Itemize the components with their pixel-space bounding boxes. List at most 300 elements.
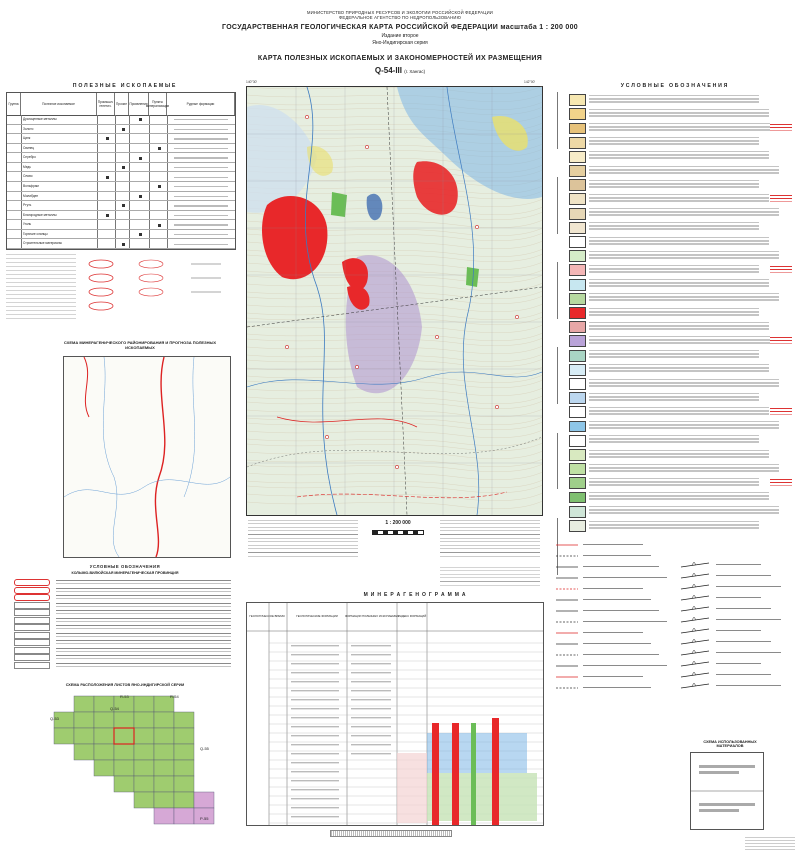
line-symbol <box>555 672 579 682</box>
legend-text <box>589 108 769 119</box>
legend-row <box>545 106 795 120</box>
legend-text <box>589 363 769 374</box>
sheet-cell <box>114 760 134 776</box>
mineral-table-header-cell: Группа <box>7 93 21 115</box>
red-intrusion <box>262 196 327 279</box>
mineral-table-cell <box>149 125 167 134</box>
mineral-occurrence <box>285 345 288 348</box>
line-symbols <box>555 540 795 710</box>
line-symbol-text <box>583 664 667 668</box>
blue-lens <box>367 194 383 220</box>
legend-row <box>545 433 795 447</box>
mineral-table-cell <box>97 201 115 210</box>
contour-line <box>247 502 542 509</box>
occurrence-mark <box>158 147 161 150</box>
fault-tick <box>692 573 696 576</box>
sheet-cell <box>154 728 174 744</box>
formation-name <box>291 780 339 781</box>
contour-line <box>247 397 542 404</box>
legend-row <box>545 177 795 191</box>
legend-swatch <box>569 94 586 106</box>
mineral-table-cell <box>149 192 167 201</box>
mineral-table-row <box>7 220 235 230</box>
rudnaya-formatsiya-text <box>174 205 228 206</box>
line-symbol-text <box>583 675 643 679</box>
formation-name <box>291 753 339 754</box>
mineral-name: Горючие сланцы <box>23 231 48 236</box>
geochem-legend <box>6 252 234 327</box>
mineral-name: Молибден <box>23 193 39 198</box>
zoning-legend-row <box>10 638 235 645</box>
zoning-symbol <box>14 662 50 669</box>
sheet-cell <box>154 744 174 760</box>
sheet-cell-other <box>194 792 214 808</box>
formation-name <box>291 789 339 790</box>
sheet-cell <box>134 760 154 776</box>
sheet-cell <box>114 712 134 728</box>
legend-row <box>545 461 795 475</box>
occurrence-mark <box>139 157 142 160</box>
contour-line <box>247 431 542 438</box>
contour-line <box>247 473 542 480</box>
rudnaya-formatsiya-text <box>174 177 228 178</box>
fault-symbol-text <box>716 585 781 589</box>
fault-symbol-row <box>680 626 795 636</box>
line-symbol-text <box>583 653 659 657</box>
legend-swatch <box>569 321 586 333</box>
occurrence-mark <box>139 195 142 198</box>
mineral-table-cell <box>115 125 129 134</box>
mineral-table-cell <box>115 163 129 172</box>
line-symbol-row <box>555 551 675 561</box>
formation-name <box>291 735 339 736</box>
map-title: КАРТА ПОЛЕЗНЫХ ИСКОПАЕМЫХ И ЗАКОНОМЕРНОСТЕЙ ИХ РАЗМЕЩЕНИЯ <box>257 55 543 62</box>
mineral-table-cell <box>97 211 115 220</box>
legend-swatch <box>569 335 586 347</box>
legend-row <box>545 163 795 177</box>
fault-symbol <box>680 571 710 581</box>
legend-swatch <box>569 165 586 177</box>
line-symbol-row <box>555 650 675 660</box>
mineral-table-cell <box>97 192 115 201</box>
legend-swatch <box>569 392 586 404</box>
legend-row <box>545 418 795 432</box>
zoning-legend-row <box>10 608 235 615</box>
zoning-legend-text <box>56 624 231 629</box>
mineral-table-row <box>7 115 235 125</box>
sheet-cell <box>174 744 194 760</box>
mineral-table-cell <box>129 163 149 172</box>
legend-swatch <box>569 492 586 504</box>
map-footer-left <box>248 518 358 558</box>
anomaly-symbol <box>89 274 113 282</box>
mineral-name: Ртуть <box>23 203 32 208</box>
legend-text <box>589 406 769 417</box>
fault-symbol-text <box>716 662 761 666</box>
mineral-table-cell <box>167 220 235 229</box>
line-symbol <box>555 573 579 583</box>
sheet-cell <box>154 712 174 728</box>
legend-red-note <box>770 478 792 487</box>
fault-tick <box>692 628 696 631</box>
zoning-legend-text <box>56 617 231 622</box>
mineral-table-cell <box>115 144 129 153</box>
coord-top-left: 140°30' <box>246 80 258 84</box>
mineral-table-cell <box>97 220 115 229</box>
mineral-table-row <box>7 182 235 192</box>
sheets-layout-title: СХЕМА РАСПОЛОЖЕНИЯ ЛИСТОВ ЯНО-ИНДИГИРСКОЙ СЕРИИ <box>65 683 185 687</box>
geochem-legend-col1 <box>6 252 76 322</box>
mineral-table-cell <box>115 230 129 239</box>
fault-symbol-row <box>680 615 795 625</box>
legend-row <box>545 92 795 106</box>
scale-bar <box>372 530 424 535</box>
sheet-cell <box>114 744 134 760</box>
legend-swatch <box>569 421 586 433</box>
fault-tick <box>692 661 696 664</box>
zoning-legend-subheading: КОЛЫМО-ВИЛЮЙСКАЯ МИНЕРАГЕНИЧЕСКАЯ ПРОВИНЦИЯ <box>71 571 179 575</box>
sheets-layout-grid <box>50 690 230 840</box>
row-number <box>7 115 22 124</box>
sheet-cell <box>94 760 114 776</box>
map-footer-right <box>440 518 540 558</box>
legend-row <box>545 291 795 305</box>
fault-symbol-row <box>680 571 795 581</box>
minerals-heading: ПОЛЕЗНЫЕ ИСКОПАЕМЫЕ <box>72 83 178 89</box>
sheet-cell <box>134 696 154 712</box>
fault-tick <box>692 584 696 587</box>
fault-symbol <box>680 670 710 680</box>
row-number <box>7 172 22 181</box>
fault-symbol-text <box>716 596 761 600</box>
fault-tick <box>692 683 696 686</box>
occurrence-mark <box>106 176 109 179</box>
mineral-occurrence <box>475 225 478 228</box>
occurrence-mark <box>122 243 125 246</box>
mineral-table-row <box>7 125 235 135</box>
zoning-legend-text <box>56 609 231 614</box>
mineral-table-cell <box>97 115 115 124</box>
fault-symbol <box>680 626 710 636</box>
line-symbol-text <box>583 587 643 591</box>
fault-symbol <box>680 637 710 647</box>
legend-row <box>545 220 795 234</box>
line-symbol-text <box>583 642 651 646</box>
legend-red-note <box>770 265 792 274</box>
legend-swatch <box>569 264 586 276</box>
fault-symbol-text <box>716 607 771 611</box>
line-symbol-row <box>555 628 675 638</box>
occurrence-mark <box>139 233 142 236</box>
zoning-legend-text <box>56 654 231 659</box>
rudnaya-formatsiya-text <box>174 224 228 225</box>
contour-line <box>247 389 542 396</box>
geological-map <box>247 87 542 515</box>
mineral-table-row <box>7 230 235 240</box>
mineral-formation-name <box>351 672 391 673</box>
line-symbol-row <box>555 595 675 605</box>
imprint-block <box>745 836 795 850</box>
mineral-table-cell <box>129 211 149 220</box>
sheet-name: (г. Хангас) <box>404 69 426 74</box>
occurrence-mark <box>158 224 161 227</box>
sheet-cell <box>174 728 194 744</box>
occurrence-mark <box>139 118 142 121</box>
legend-text <box>589 434 759 445</box>
mineral-name: Строительные материалы <box>23 241 62 246</box>
occurrence-mark <box>158 185 161 188</box>
legend-text <box>589 335 779 346</box>
zoning-legend-row <box>10 601 235 608</box>
fault-symbol-text <box>716 640 771 644</box>
mineral-table-header-cell: Рудные формации <box>167 93 235 115</box>
mineral-table-header-cell: Пункты минерализации <box>149 93 167 115</box>
zoning-legend <box>10 578 235 670</box>
fault-symbol-text <box>716 563 761 567</box>
mineral-table-cell <box>129 144 149 153</box>
mineral-table-row <box>7 172 235 182</box>
sheet-cell <box>74 728 94 744</box>
anomaly-symbol <box>139 260 163 268</box>
mineral-table-cell <box>97 125 115 134</box>
anomaly-symbol <box>139 288 163 296</box>
rudnaya-formatsiya-text <box>174 138 228 139</box>
mineral-table-cell <box>115 239 129 248</box>
mineral-table-cell <box>115 220 129 229</box>
legend-text <box>589 505 779 516</box>
mineral-table-cell <box>167 153 235 162</box>
legend-text <box>589 236 769 247</box>
row-number <box>7 182 22 191</box>
line-symbol <box>555 595 579 605</box>
mineral-table-cell <box>149 115 167 124</box>
row-number <box>7 144 22 153</box>
mineral-table-cell <box>149 230 167 239</box>
mineral-name: Цинк <box>23 136 31 141</box>
geochem-symbols <box>81 252 231 327</box>
legend-swatch <box>569 279 586 291</box>
line-symbol-text <box>583 598 651 602</box>
legend-text <box>589 94 759 105</box>
sheet-label: R-54 <box>170 694 179 699</box>
fault-symbol <box>680 604 710 614</box>
sheet-cell <box>114 776 134 792</box>
zoning-scheme-map <box>63 356 231 558</box>
map-scale-text: 1 : 200 000 <box>385 520 411 526</box>
row-number <box>7 125 22 134</box>
contour-line <box>247 423 542 430</box>
sheet-cell <box>154 760 174 776</box>
pink-block <box>397 753 427 823</box>
line-symbol-row <box>555 683 675 693</box>
rudnaya-formatsiya-text <box>174 234 228 235</box>
formation-name <box>291 744 339 745</box>
mineral-table-cell <box>167 163 235 172</box>
sheet-cell <box>134 792 154 808</box>
line-symbol <box>555 683 579 693</box>
minerageny-header: ГЕОЛОГИЧЕСКИЕ ФОРМАЦИИ <box>296 614 338 618</box>
legend-text <box>589 420 779 431</box>
legend-row <box>545 149 795 163</box>
mineral-table-cell <box>97 182 115 191</box>
materials-text <box>699 765 755 768</box>
mineral-table-cell <box>149 144 167 153</box>
line-symbol <box>555 661 579 671</box>
zoning-legend-row <box>10 616 235 623</box>
mineral-table-cell <box>115 172 129 181</box>
minerageny-header: ГЕОЛОГИЧЕСКОЕ ВРЕМЯ <box>249 614 285 618</box>
materials-scheme <box>690 752 764 830</box>
mineral-table-cell <box>115 211 129 220</box>
mineral-table-cell <box>167 125 235 134</box>
line-symbol-row <box>555 617 675 627</box>
mineral-table-cell <box>115 192 129 201</box>
legend-text <box>589 449 769 460</box>
mineral-table-cell <box>115 182 129 191</box>
mineral-occurrence <box>495 405 498 408</box>
fault-symbol-row <box>680 681 795 691</box>
legend-row <box>545 489 795 503</box>
sheet-cell <box>134 776 154 792</box>
blue-block <box>427 733 527 773</box>
formation-name <box>291 798 339 799</box>
mineral-name: Серебро <box>23 155 36 160</box>
sheet-cell <box>154 792 174 808</box>
legend-row <box>545 206 795 220</box>
fault-symbol-row <box>680 648 795 658</box>
legend-red-note <box>770 123 792 132</box>
legend-row <box>545 248 795 262</box>
line-symbol-text <box>583 686 651 690</box>
fault-tick <box>692 617 696 620</box>
mineral-table-cell <box>167 115 235 124</box>
formation-name <box>291 717 339 718</box>
mineral-table-cell <box>97 134 115 143</box>
line-symbol-row <box>555 606 675 616</box>
sheet-cell <box>134 728 154 744</box>
mineral-table-cell <box>167 144 235 153</box>
legend-swatch <box>569 151 586 163</box>
legend-swatch <box>569 293 586 305</box>
legend-row <box>545 333 795 347</box>
contour-line <box>247 418 542 425</box>
materials-title: СХЕМА ИСПОЛЬЗОВАННЫХ МАТЕРИАЛОВ <box>703 740 757 748</box>
legend-swatch <box>569 378 586 390</box>
mineral-occurrence <box>515 315 518 318</box>
formation-name <box>291 681 339 682</box>
legend-text <box>589 150 769 161</box>
zoning-legend-text <box>56 647 231 652</box>
mineral-formation-name <box>351 717 391 718</box>
formation-name <box>291 762 339 763</box>
legend-text <box>589 392 759 403</box>
legend-row <box>545 518 795 532</box>
zoning-legend-text <box>56 662 231 667</box>
legend-text <box>589 477 759 488</box>
legend-swatch <box>569 179 586 191</box>
mineral-name: Уголь <box>23 222 32 227</box>
sheet-cell <box>174 776 194 792</box>
zoning-legend-row <box>10 631 235 638</box>
agency-name: ФЕДЕРАЛЬНОЕ АГЕНТСТВО ПО НЕДРОПОЛЬЗОВАНИЮ <box>338 15 462 21</box>
series-label: Яно-Индигирская серия <box>372 40 428 46</box>
row-number <box>7 163 22 172</box>
sheet-cell-other <box>154 808 174 824</box>
mineral-table-cell <box>97 239 115 248</box>
legend-swatch <box>569 477 586 489</box>
mineral-table-cell <box>149 163 167 172</box>
zone-boundary <box>155 357 164 557</box>
sheet-cell <box>174 712 194 728</box>
mineral-table-row <box>7 153 235 163</box>
red-bar <box>452 723 459 825</box>
zoning-legend-row <box>10 653 235 660</box>
legend-red-note <box>770 336 792 345</box>
zoning-legend-text <box>56 632 231 637</box>
zoning-legend-heading: УСЛОВНЫЕ ОБОЗНАЧЕНИЯ <box>89 564 161 569</box>
row-number <box>7 220 22 229</box>
mineral-table-cell <box>149 201 167 210</box>
green-zone <box>331 192 347 217</box>
legend-heading: УСЛОВНЫЕ ОБОЗНАЧЕНИЯ <box>620 83 730 89</box>
fault-tick <box>692 562 696 565</box>
fault-symbol-text <box>716 629 761 633</box>
mineral-table-cell <box>115 153 129 162</box>
legend-swatch <box>569 520 586 532</box>
sheet-cell <box>114 728 134 744</box>
mineral-occurrence <box>365 145 368 148</box>
legend-list <box>545 92 795 532</box>
map-frame <box>246 86 543 516</box>
anomaly-symbol <box>139 274 163 282</box>
occurrence-mark <box>122 204 125 207</box>
red-boundary <box>297 492 507 498</box>
legend-row <box>545 120 795 134</box>
mineral-table-row <box>7 134 235 144</box>
mineral-name: Медь <box>23 164 31 169</box>
mineral-table-header-cell: Прочие <box>115 93 129 115</box>
fault-symbol-row <box>680 604 795 614</box>
mineral-table-row <box>7 144 235 154</box>
mineral-table-cell <box>149 220 167 229</box>
minerageny-title: М И Н Е Р А Г Е Н О Г Р А М М А <box>363 592 467 598</box>
legend-text <box>589 221 759 232</box>
mineral-table-cell <box>97 144 115 153</box>
minerageny-footnote <box>330 830 452 837</box>
fault-symbol <box>680 615 710 625</box>
legend-swatch <box>569 222 586 234</box>
sheet-cell <box>94 712 114 728</box>
mineral-table-cell <box>149 211 167 220</box>
mineral-table-cell <box>149 172 167 181</box>
legend-swatch <box>569 307 586 319</box>
mineral-occurrence <box>355 365 358 368</box>
formation-name <box>291 663 339 664</box>
legend-text <box>589 179 759 190</box>
legend-swatch <box>569 449 586 461</box>
rudnaya-formatsiya-text <box>174 157 228 158</box>
legend-text <box>589 307 759 318</box>
legend-row <box>545 347 795 361</box>
legend-swatch <box>569 364 586 376</box>
fault-symbol-text <box>716 651 781 655</box>
formation-name <box>291 672 339 673</box>
mineral-table-cell <box>167 239 235 248</box>
mineral-name: Драгоценные металлы <box>23 117 57 121</box>
mineral-occurrence <box>435 335 438 338</box>
line-symbol-row <box>555 639 675 649</box>
legend-swatch <box>569 108 586 120</box>
